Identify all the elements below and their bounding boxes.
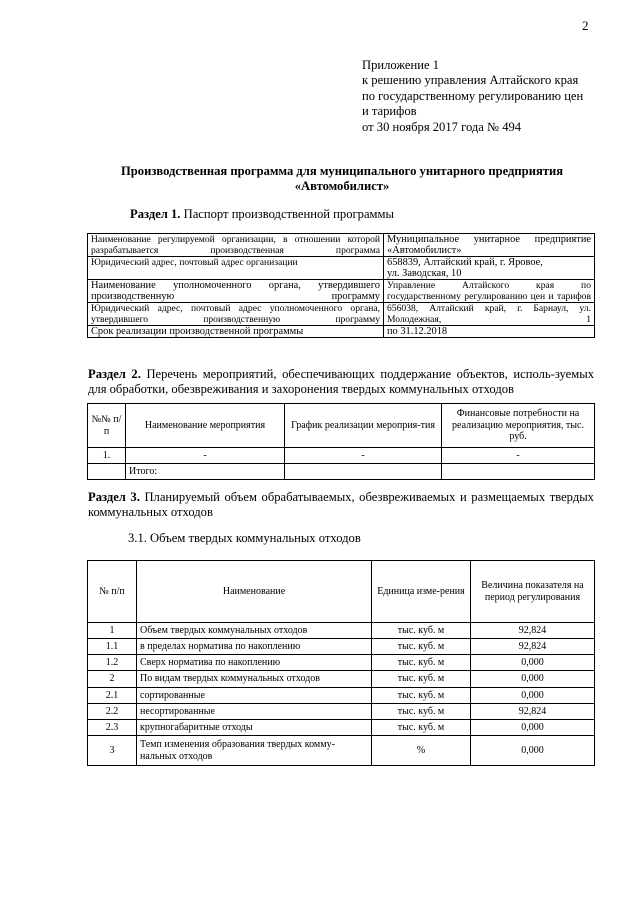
header-schedule: График реализации мероприя-тия (285, 404, 442, 448)
section-1-title: Паспорт производственной программы (180, 207, 394, 221)
table-row (88, 234, 595, 257)
header-name: Наименование (137, 561, 372, 623)
passport-cell-name: Юридический адрес, почтовый адрес организации (88, 257, 384, 280)
table-row (88, 639, 595, 655)
section-1-heading (130, 207, 394, 222)
cell-name: несортированные (137, 704, 372, 720)
section-2-title: Перечень мероприятий, обеспечивающих поддержание объектов, исполь-зуемых для обработки, обезвреживания и захоронения твердых коммунальных отходов (88, 367, 594, 396)
cell-finance: - (442, 448, 595, 464)
table-row (88, 688, 595, 704)
appendix-line: к решению управления Алтайского края (362, 73, 579, 88)
cell-num: 2.2 (88, 704, 137, 720)
section-3-label: Раздел 3. (88, 490, 140, 504)
header-num: № п/п (88, 561, 137, 623)
cell-num: 1.1 (88, 639, 137, 655)
cell-name: Сверх норматива по накоплению (137, 655, 372, 671)
cell-name: Темп изменения образования твердых комму-нальных отходов (137, 736, 372, 766)
cell-unit: тыс. куб. м (372, 623, 471, 639)
passport-table (87, 233, 595, 338)
table-row (88, 326, 595, 338)
subsection-3-1-heading: 3.1. Объем твердых коммунальных отходов (128, 531, 361, 545)
page-number: 2 (582, 18, 589, 33)
table-row (88, 303, 595, 326)
header-value: Величина показателя на период регулирования (471, 561, 595, 623)
passport-cell-value: Управление Алтайского края по государственному регулированию цен и тарифов (384, 280, 595, 303)
passport-cell-name: Наименование уполномоченного органа, утвердившего производственную программу (88, 280, 384, 303)
cell-unit: % (372, 736, 471, 766)
passport-cell-value: Муниципальное унитарное предприятие «Автомобилист» (384, 234, 595, 257)
cell-num: 2.3 (88, 720, 137, 736)
appendix-line: и тарифов (362, 104, 417, 119)
document-title (88, 164, 596, 193)
cell-unit: тыс. куб. м (372, 704, 471, 720)
cell-unit: тыс. куб. м (372, 655, 471, 671)
cell-empty (285, 464, 442, 480)
document-title-line: Производственная программа для муниципального унитарного предприятия (120, 164, 564, 178)
cell-value: 0,000 (471, 671, 595, 688)
table-row (88, 655, 595, 671)
header-num: №№ п/п (88, 404, 126, 448)
table-row (88, 736, 595, 766)
table-row (88, 257, 595, 280)
cell-num: 3 (88, 736, 137, 766)
cell-value: 92,824 (471, 623, 595, 639)
table-row (88, 448, 595, 464)
cell-num: 2.1 (88, 688, 137, 704)
cell-value: 92,824 (471, 639, 595, 655)
table-header-row (88, 561, 595, 623)
section-2-label: Раздел 2. (88, 367, 141, 381)
passport-cell-value: 656038, Алтайский край, г. Барнаул, ул. Молодежная, 1 (384, 303, 595, 326)
waste-volume-table (87, 560, 595, 766)
table-total-row (88, 464, 595, 480)
header-unit: Единица изме-рения (372, 561, 471, 623)
cell-empty (88, 464, 126, 480)
cell-unit: тыс. куб. м (372, 671, 471, 688)
cell-name: в пределах норматива по накоплению (137, 639, 372, 655)
cell-name: сортированные (137, 688, 372, 704)
cell-value: 92,824 (471, 704, 595, 720)
passport-cell-name: Наименование регулируемой организации, в отношении которой разрабатывается производственная программа (88, 234, 384, 257)
appendix-block (362, 58, 583, 135)
cell-value: 0,000 (471, 720, 595, 736)
passport-cell-value: по 31.12.2018 (384, 326, 595, 338)
header-measure-name: Наименование мероприятия (126, 404, 285, 448)
table-row (88, 704, 595, 720)
section-3-heading (88, 490, 594, 519)
cell-empty (442, 464, 595, 480)
appendix-line: Приложение 1 (362, 58, 440, 72)
passport-value-line: 658839, Алтайский край, г. Яровое, (387, 257, 543, 268)
cell-name: Объем твердых коммунальных отходов (137, 623, 372, 639)
cell-num: 1 (88, 623, 137, 639)
cell-value: 0,000 (471, 736, 595, 766)
cell-value: 0,000 (471, 688, 595, 704)
appendix-line: по государственному регулированию цен (362, 88, 584, 103)
measures-table (87, 403, 595, 480)
table-header-row (88, 404, 595, 448)
cell-value: 0,000 (471, 655, 595, 671)
table-row (88, 623, 595, 639)
total-label: Итого: (126, 464, 285, 480)
document-title-line: «Автомобилист» (294, 178, 390, 193)
passport-value-line: ул. Заводская, 10 (387, 268, 462, 279)
passport-cell-name: Срок реализации производственной программы (88, 326, 384, 338)
cell-num: 2 (88, 671, 137, 688)
passport-cell-name: Юридический адрес, почтовый адрес уполномоченного органа, утвердившего производственную программу (88, 303, 384, 326)
table-row (88, 720, 595, 736)
cell-schedule: - (285, 448, 442, 464)
appendix-line: от 30 ноября 2017 года № 494 (362, 119, 522, 134)
table-row (88, 280, 595, 303)
cell-num: 1. (88, 448, 126, 464)
passport-cell-value (384, 257, 595, 280)
cell-measure-name: - (126, 448, 285, 464)
cell-name: По видам твердых коммунальных отходов (137, 671, 372, 688)
cell-name: крупногабаритные отходы (137, 720, 372, 736)
table-row (88, 671, 595, 688)
section-3-title: Планируемый объем обрабатываемых, обезвреживаемых и размещаемых твердых коммунальных отходов (88, 490, 594, 519)
cell-unit: тыс. куб. м (372, 720, 471, 736)
cell-num: 1.2 (88, 655, 137, 671)
section-2-heading (88, 367, 594, 396)
cell-unit: тыс. куб. м (372, 639, 471, 655)
header-finance: Финансовые потребности на реализацию мероприятия, тыс. руб. (442, 404, 595, 448)
cell-unit: тыс. куб. м (372, 688, 471, 704)
section-1-label: Раздел 1. (130, 207, 181, 221)
